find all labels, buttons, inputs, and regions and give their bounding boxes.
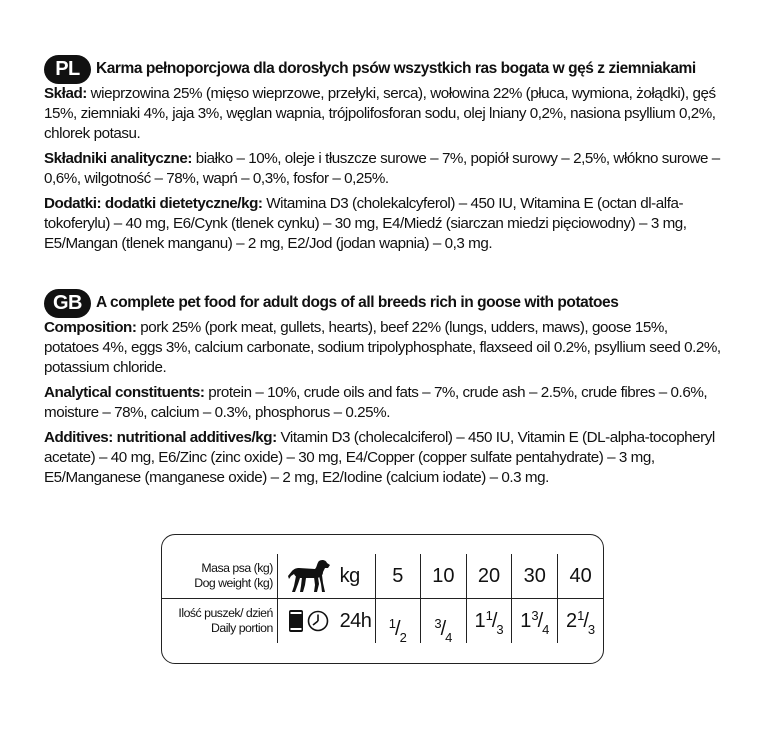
gb-composition-text: pork 25% (pork meat, gullets, hearts), beef 22% (lungs, udders, maws), goose 15%, potatoes 4%, eggs 3%, calcium carbonate, sodium tripolyphosphate, flaxseed oil 0.2%, psyllium seed 0.2%, potassium chloride. [44, 319, 721, 376]
gb-analytical-text: protein – 10%, crude oils and fats – 7%, crude ash – 2.5%, crude fibres – 0.6%, moisture – 78%, calcium – 0.3%, phosphorus – 0.25%. [44, 384, 708, 421]
gb-analytical-label: Analytical constituents: [44, 384, 205, 401]
gb-composition-label: Composition: [44, 319, 137, 336]
portion-cell: 1 3 / 4 [512, 599, 558, 644]
gb-heading [44, 288, 724, 318]
portion-numerator: 3 [434, 616, 442, 631]
dog-weight-unit: kg [340, 554, 375, 599]
can-clock-icon-cell [277, 599, 339, 644]
daily-portion-row [162, 599, 603, 644]
daily-portion-label-en: Daily portion [210, 621, 273, 635]
daily-portion-label-pl: Ilość puszek/ dzień [178, 606, 273, 620]
dog-weight-row [162, 554, 603, 599]
portion-denominator: 4 [445, 630, 453, 645]
gb-additives-text: Vitamin D3 (cholecalciferol) – 450 IU, Vitamin E (DL-alpha-tocopheryl acetate) – 40 mg, E6/Zinc (zinc oxide) – 30 mg, E4/Copper (copper sulfate pentahydrate) – 3 mg, E5/Manganese (manganese oxide) – 2 mg, E2/Iodine (calcium iodate) – 0.3 mg. [44, 429, 715, 486]
portion-numerator: 1 [485, 607, 493, 623]
daily-portion-label [162, 599, 277, 644]
pl-composition-label: Skład: [44, 85, 87, 102]
pl-analytical [44, 149, 724, 189]
portion-cell: 1 1 / 3 [466, 599, 512, 644]
portion-cell: 2 1 / 3 [558, 599, 603, 644]
pl-language-badge: PL [44, 55, 91, 84]
pl-additives-label: Dodatki: dodatki dietetyczne/kg: [44, 195, 263, 212]
portion-denominator: 3 [587, 621, 596, 637]
pl-composition-text: wieprzowina 25% (mięso wieprzowe, przełyki, serca), wołowina 22% (płuca, wymiona, żołądki), gęś 15%, ziemniaki 4%, jaja 3%, węglan wapnia, trójpolifosforan sodu, olej lniany 0,2%, nasiona psyllium 0,2%, chlorek potasu. [44, 85, 716, 142]
portion-whole: 1 [474, 609, 486, 632]
pl-heading [44, 54, 724, 84]
portion-denominator: 3 [496, 621, 504, 637]
can-icon [288, 608, 304, 634]
weight-cell: 10 [421, 554, 467, 599]
portion-whole: 1 [520, 609, 532, 632]
weight-cell: 30 [512, 554, 558, 599]
pl-analytical-label: Składniki analityczne: [44, 150, 192, 167]
portion-cell: 1 / 2 [375, 599, 421, 644]
weight-cell: 20 [466, 554, 512, 599]
portion-whole: 2 [566, 609, 578, 632]
dog-icon [286, 559, 332, 593]
pl-section [44, 54, 724, 254]
dog-weight-label-en: Dog weight (kg) [194, 576, 273, 590]
gb-additives-label: Additives: nutritional additives/kg: [44, 429, 277, 446]
gb-additives [44, 428, 724, 488]
portion-denominator: 4 [542, 621, 550, 637]
time-label: 24h [339, 609, 372, 632]
weight-cell: 40 [558, 554, 603, 599]
pl-title: Karma pełnoporcjowa dla dorosłych psów wszystkich ras bogata w gęś z ziemniakami [96, 60, 696, 77]
weight-cell: 5 [375, 554, 421, 599]
pl-analytical-text: białko – 10%, oleje i tłuszcze surowe – 7%, popiół surowy – 2,5%, włókno surowe – 0,6%, wilgotność – 78%, wapń – 0,3%, fosfor – 0,25%. [44, 150, 720, 187]
pl-additives-text: Witamina D3 (cholekalcyferol) – 450 IU, Witamina E (octan dl-alfa-tokoferylu) – 40 mg, E6/Cynk (tlenek cynku) – 30 mg, E4/Miedź (siarczan miedzi pięciowodny) – 3 mg, E5/Mangan (tlenek manganu) – 2 mg, E2/Jod (jodan wapnia) – 0,3 mg. [44, 195, 687, 252]
gb-title: A complete pet food for adult dogs of all breeds rich in goose with potatoes [96, 294, 619, 311]
portion-denominator: 2 [399, 630, 407, 645]
dog-icon-cell [277, 554, 339, 599]
gb-analytical [44, 383, 724, 423]
portion-numerator: 1 [577, 607, 585, 623]
dog-weight-label [162, 554, 277, 599]
dog-weight-label-pl: Masa psa (kg) [201, 561, 273, 575]
daily-portion-table [162, 554, 603, 643]
gb-composition [44, 318, 724, 378]
clock-icon [307, 610, 329, 632]
daily-portion-box [161, 534, 604, 664]
gb-section [44, 288, 724, 488]
pl-composition [44, 84, 724, 144]
portion-cell: 3 / 4 [421, 599, 467, 644]
portion-numerator: 3 [531, 607, 539, 623]
gb-language-badge: GB [44, 289, 91, 318]
portion-numerator: 1 [388, 616, 396, 631]
pl-additives [44, 194, 724, 254]
